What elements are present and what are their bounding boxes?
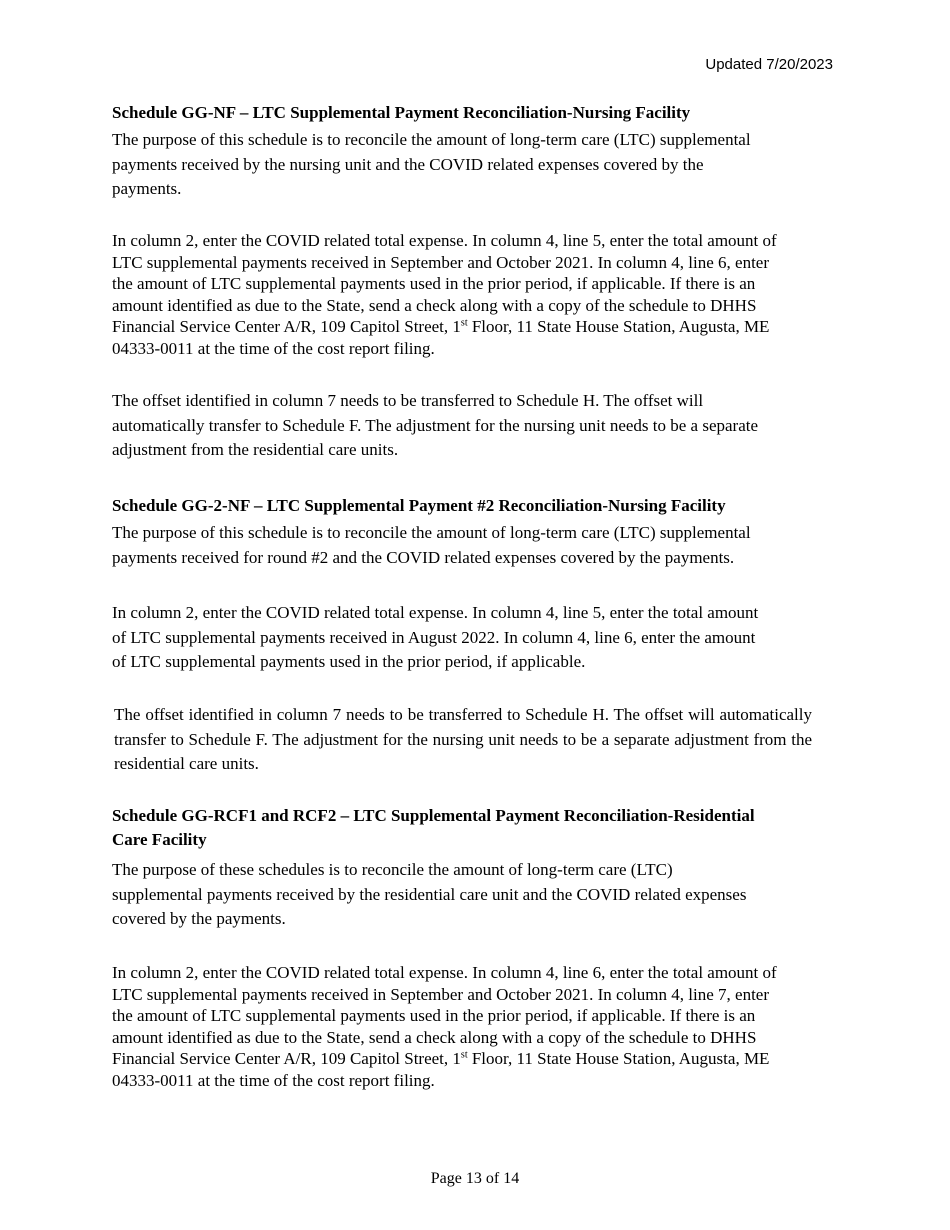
text-line: LTC supplemental payments received in September and October 2021. In column 4, line 6, enter <box>112 252 769 272</box>
text-line: adjustment from the residential care units. <box>112 440 399 459</box>
text-line: payments received for round #2 and the COVID related expenses covered by the payments. <box>112 547 735 567</box>
text-line: amount identified as due to the State, send a check along with a copy of the schedule to DHHS <box>112 295 757 315</box>
address-start: Financial Service Center A/R, 109 Capitol Street, 1 <box>112 1049 461 1068</box>
heading-line: Care Facility <box>112 830 207 849</box>
instructions-paragraph-gg-nf <box>112 230 852 359</box>
purpose-paragraph-gg-nf <box>112 128 852 202</box>
text-line: payments. <box>112 179 182 198</box>
text-line: The purpose of this schedule is to reconcile the amount of long-term care (LTC) supplemental <box>112 523 751 542</box>
text-line: automatically transfer to Schedule F. The adjustment for the nursing unit needs to be a separate <box>112 415 759 435</box>
section-heading-gg-2-nf: Schedule GG-2-NF – LTC Supplemental Payment #2 Reconciliation-Nursing Facility <box>112 496 726 515</box>
purpose-paragraph-gg-rcf <box>112 858 852 932</box>
text-line: the amount of LTC supplemental payments used in the prior period, if applicable. If there is an <box>112 1006 756 1025</box>
offset-paragraph-gg-nf <box>112 389 852 463</box>
text-line: supplemental payments received by the residential care unit and the COVID related expenses <box>112 884 747 904</box>
address-end: Floor, 11 State House Station, Augusta, ME <box>467 1049 770 1068</box>
text-line: 04333-0011 at the time of the cost report filing. <box>112 1070 435 1090</box>
text-line: In column 2, enter the COVID related total expense. In column 4, line 6, enter the total amount of <box>112 963 777 982</box>
updated-date: Updated 7/20/2023 <box>705 56 833 73</box>
purpose-paragraph-gg-2-nf <box>112 521 852 570</box>
offset-paragraph-gg-2-nf: The offset identified in column 7 needs to be transferred to Schedule H. The offset will automatically transfer to Schedule F. The adjustment for the nursing unit needs to be a separate adjustment from the residential care units. <box>114 705 812 773</box>
text-line: amount identified as due to the State, send a check along with a copy of the schedule to DHHS <box>112 1027 757 1047</box>
text-line: the amount of LTC supplemental payments used in the prior period, if applicable. If there is an <box>112 274 756 293</box>
instructions-paragraph-gg-rcf <box>112 962 852 1091</box>
ordinal-suffix: st <box>460 317 468 329</box>
text-line: covered by the payments. <box>112 909 286 928</box>
text-line: In column 2, enter the COVID related total expense. In column 4, line 5, enter the total amount <box>112 603 759 622</box>
page-number: Page 13 of 14 <box>430 1170 520 1187</box>
text-line: of LTC supplemental payments used in the prior period, if applicable. <box>112 652 586 671</box>
address-start: Financial Service Center A/R, 109 Capitol Street, 1 <box>112 317 461 336</box>
text-line: The purpose of these schedules is to reconcile the amount of long-term care (LTC) <box>112 860 673 879</box>
address-end: Floor, 11 State House Station, Augusta, ME <box>467 317 770 336</box>
text-line: payments received by the nursing unit and the COVID related expenses covered by the <box>112 154 704 174</box>
text-line: LTC supplemental payments received in September and October 2021. In column 4, line 7, enter <box>112 984 769 1004</box>
section-heading-gg-nf: Schedule GG-NF – LTC Supplemental Payment Reconciliation-Nursing Facility <box>112 103 691 122</box>
heading-line: Schedule GG-RCF1 and RCF2 – LTC Supplemental Payment Reconciliation-Residential <box>112 806 755 825</box>
text-line: In column 2, enter the COVID related total expense. In column 4, line 5, enter the total amount of <box>112 231 777 250</box>
section-heading-gg-rcf <box>112 804 755 852</box>
instructions-paragraph-gg-2-nf <box>112 601 852 675</box>
ordinal-suffix: st <box>460 1049 468 1061</box>
text-line: The purpose of this schedule is to reconcile the amount of long-term care (LTC) supplemental <box>112 130 751 149</box>
text-line: of LTC supplemental payments received in August 2022. In column 4, line 6, enter the amount <box>112 627 756 647</box>
text-line: The offset identified in column 7 needs to be transferred to Schedule H. The offset will <box>112 391 704 410</box>
text-line: 04333-0011 at the time of the cost report filing. <box>112 338 435 358</box>
